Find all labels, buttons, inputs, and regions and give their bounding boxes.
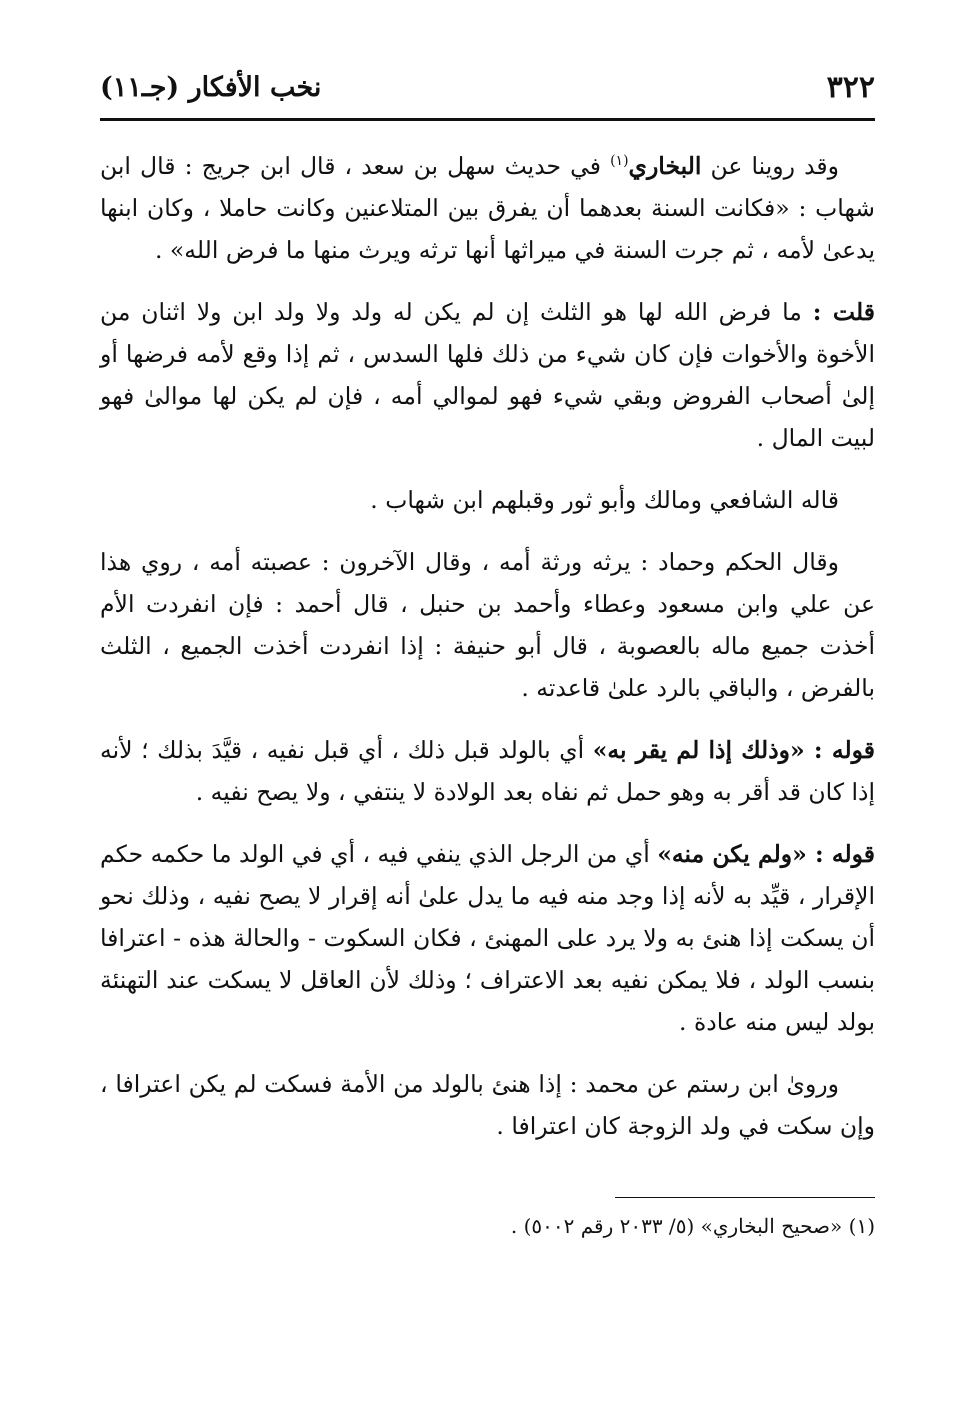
header-divider <box>100 118 875 121</box>
paragraph-text: أي بالولد قبل ذلك ، أي قبل نفيه ، قيَّدَ بذلك ؛ لأنه إذا كان قد أقر به وهو حمل ثم نفاه بعد الولادة لا ينتفي ، ولا يصح نفيه . <box>100 736 875 806</box>
bold-term: قوله : «ولم يكن منه» <box>657 840 875 868</box>
paragraph-text: في حديث سهل بن سعد ، قال ابن جريج : قال ابن شهاب : «فكانت السنة بعدهما أن يفرق بين المتلاعنين وكانت حاملا ، وكان ابنها يدعىٰ لأمه ، ثم جرت السنة في ميراثها أنها ترثه ويرث منها ما فرض الله» . <box>100 152 875 264</box>
footnote-divider-wrap <box>100 1167 875 1198</box>
paragraph <box>100 729 875 813</box>
paragraph <box>100 833 875 1043</box>
paragraph-text: وقد روينا عن <box>701 152 839 180</box>
paragraph <box>100 541 875 709</box>
paragraph <box>100 1063 875 1147</box>
footnote-divider <box>615 1197 875 1198</box>
bold-term: قوله : «وذلك إذا لم يقر به» <box>592 736 875 764</box>
book-title: نخب الأفكار (جـ١١) <box>100 72 322 103</box>
paragraph-text: وقال الحكم وحماد : يرثه ورثة أمه ، وقال الآخرون : عصبته أمه ، روي هذا عن علي وابن مسعود وعطاء وأحمد بن حنبل ، قال أحمد : فإن انفردت الأم أخذت جميع ماله بالعصوبة ، قال أبو حنيفة : إذا انفردت أخذت الجميع ، الثلث بالفرض ، والباقي بالرد علىٰ قاعدته . <box>100 548 875 702</box>
page-header <box>100 60 875 118</box>
paragraph <box>100 479 875 521</box>
paragraph-text: ما فرض الله لها هو الثلث إن لم يكن له ولد ولا ولد ابن ولا اثنان من الأخوة والأخوات فإن كان شيء من ذلك فلها السدس ، ثم إذا وقع لأمه فرضها أو إلىٰ أصحاب الفروض وبقي شيء فهو لموالي أمه ، فإن لم يكن لها موالىٰ فهو لبيت المال . <box>100 298 875 452</box>
paragraph <box>100 145 875 271</box>
bold-term: قلت : <box>812 298 875 326</box>
paragraph-text: وروىٰ ابن رستم عن محمد : إذا هنئ بالولد من الأمة فسكت لم يكن اعترافا ، وإن سكت في ولد الزوجة كان اعترافا . <box>100 1070 875 1140</box>
footnote: (١) «صحيح البخاري» (٥/ ٢٠٣٣ رقم ٥٠٠٢) . <box>510 1214 875 1238</box>
page-body <box>100 145 875 1244</box>
paragraph-text: قاله الشافعي ومالك وأبو ثور وقبلهم ابن شهاب . <box>370 486 839 514</box>
bold-term: البخاري <box>628 152 702 180</box>
page <box>100 60 875 1380</box>
footnote-ref[interactable]: (١) <box>610 153 629 170</box>
paragraph <box>100 291 875 459</box>
page-number: ٣٢٢ <box>826 70 875 105</box>
paragraph-text: أي من الرجل الذي ينفي فيه ، أي في الولد ما حكمه حكم الإقرار ، قيِّد به لأنه إذا وجد منه فيه ما يدل علىٰ أنه إقرار لا يصح نفيه ، وذلك نحو أن يسكت إذا هنئ به ولا يرد على المهنئ ، فكان السكوت - والحالة هذه - اعترافا بنسب الولد ، فلا يمكن نفيه بعد الاعتراف ؛ وذلك لأن العاقل لا يسكت عند التهنئة بولد ليس منه عادة . <box>100 840 875 1036</box>
